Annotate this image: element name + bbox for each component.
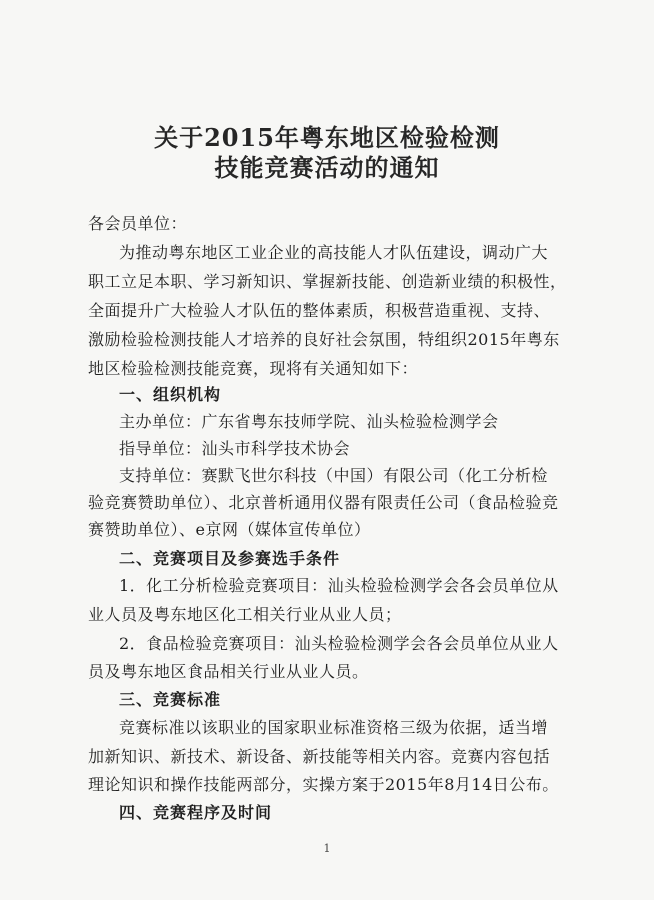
paragraph-line: 激励检验检测技能人才培养的良好社会氛围，特组织2015年粤东 bbox=[88, 330, 560, 349]
support-line: 支持单位：赛默飞世尔科技（中国）有限公司（化工分析检 bbox=[119, 466, 549, 485]
paragraph-line: 验竞赛赞助单位）、北京普析通用仪器有限责任公司（食品检验竞 bbox=[88, 493, 559, 512]
paragraph-line: 理论知识和操作技能两部分，实操方案于2015年8月14日公布。 bbox=[88, 775, 559, 794]
section-heading-2: 二、竞赛项目及参赛选手条件 bbox=[119, 549, 341, 568]
paragraph-line: 加新知识、新技术、新设备、新技能等相关内容。竞赛内容包括 bbox=[88, 747, 551, 766]
title-line-2: 技能竞赛活动的通知 bbox=[214, 153, 440, 182]
paragraph-line: 全面提升广大检验人才队伍的整体素质，积极营造重视、支持、 bbox=[88, 301, 551, 320]
paragraph-line: 竞赛标准以该职业的国家职业标准资格三级为依据，适当增 bbox=[119, 718, 549, 737]
paragraph-line: 业人员及粤东地区化工相关行业从业人员； bbox=[88, 605, 402, 624]
paragraph-line: 职工立足本职、学习新知识、掌握新技能、创造新业绩的积极性， bbox=[88, 272, 567, 291]
paragraph-line: 地区检验检测技能竞赛，现将有关通知如下： bbox=[88, 359, 419, 378]
guidance-line: 指导单位：汕头市科学技术协会 bbox=[119, 439, 351, 458]
section-heading-4: 四、竞赛程序及时间 bbox=[119, 803, 273, 822]
paragraph-line: 员及粤东地区食品相关行业从业人员。 bbox=[88, 662, 369, 681]
section-heading-1: 一、组织机构 bbox=[119, 385, 222, 404]
section-heading-3: 三、竞赛标准 bbox=[119, 690, 222, 709]
paragraph-line: 赛赞助单位）、e京网（媒体宣传单位） bbox=[88, 520, 371, 539]
list-item: 2．食品检验竞赛项目：汕头检验检测学会各会员单位从业人 bbox=[119, 634, 559, 653]
organizer-line: 主办单位：广东省粤东技师学院、汕头检验检测学会 bbox=[119, 412, 499, 431]
salutation: 各会员单位： bbox=[88, 214, 188, 233]
list-item: 1．化工分析检验竞赛项目：汕头检验检测学会各会员单位从 bbox=[119, 576, 559, 595]
title-line-1: 关于2015年粤东地区检验检测 bbox=[154, 123, 500, 152]
page-number: 1 bbox=[323, 842, 331, 855]
paragraph-line: 为推动粤东地区工业企业的高技能人才队伍建设，调动广大 bbox=[119, 243, 549, 262]
